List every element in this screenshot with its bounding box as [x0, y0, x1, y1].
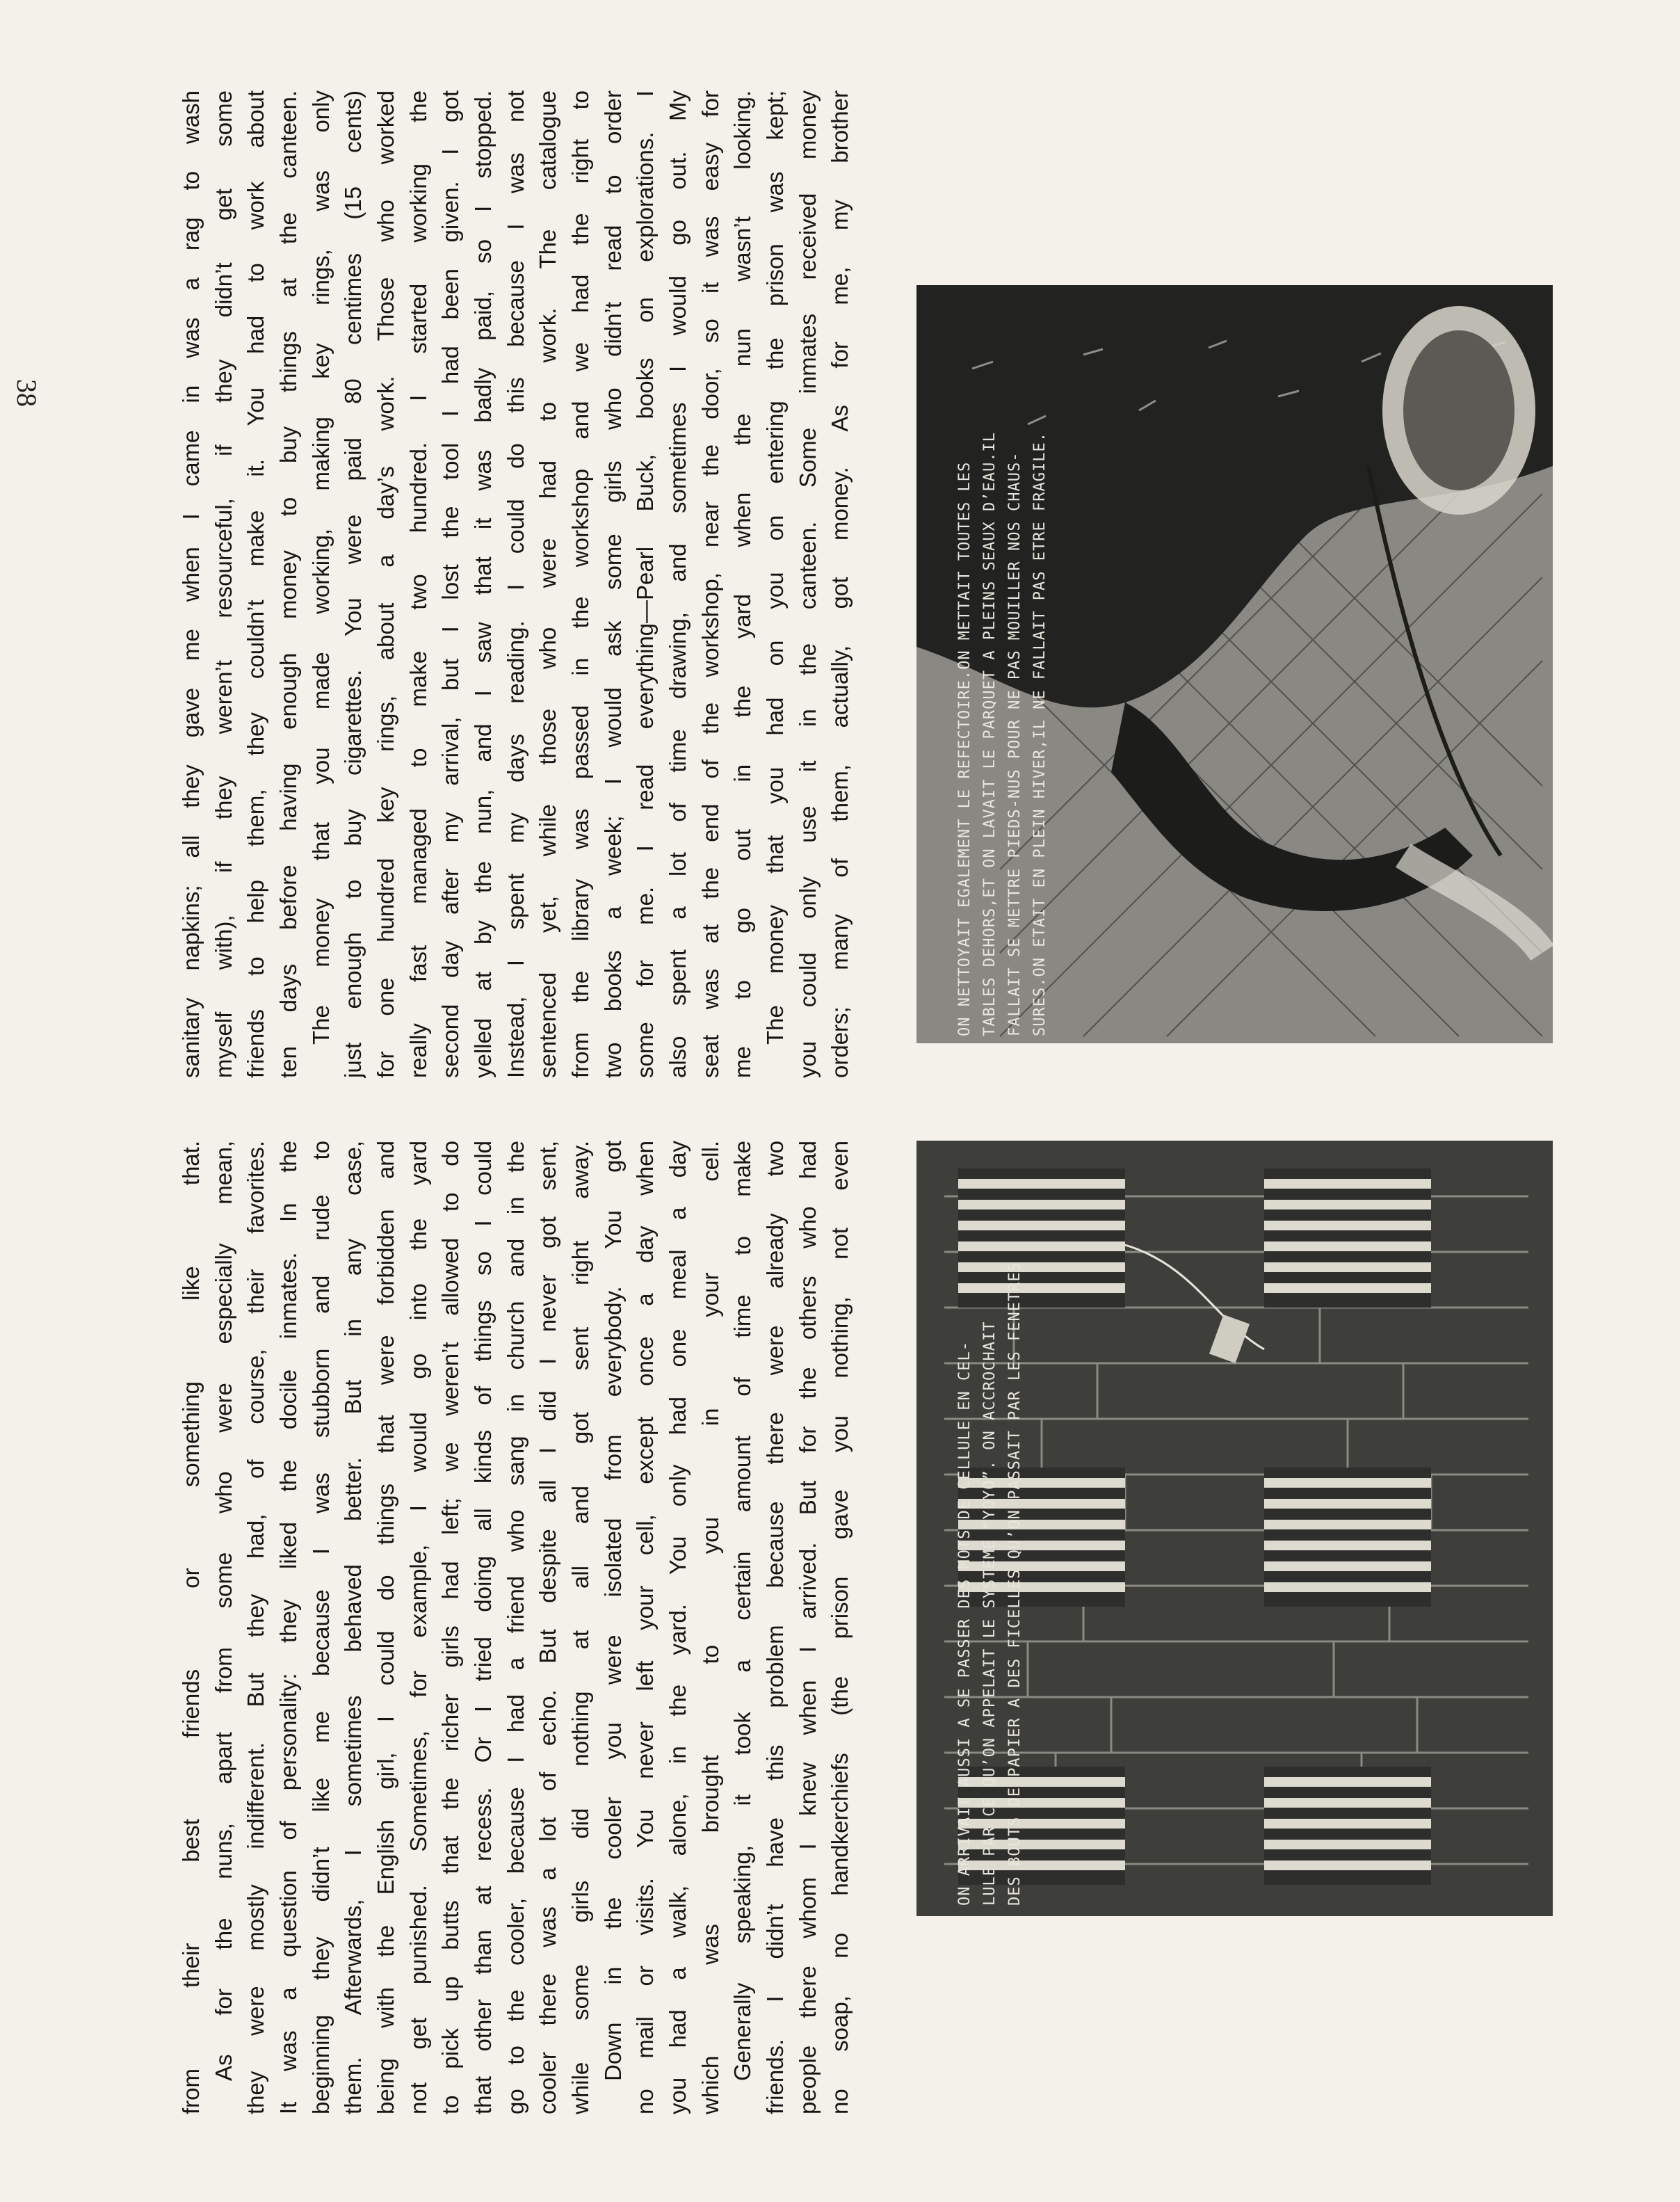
caption-right-print	[953, 432, 1053, 1036]
text-line: just enough to buy cigarettes. You were paid 80 centimes (15 cents)	[340, 90, 366, 1078]
page-number: 38	[11, 379, 42, 407]
text-line: which was brought to you in your cell.	[697, 1141, 723, 2114]
text-line: second day after my arrival, but I lost the tool I had been given. I got	[437, 90, 464, 1078]
text-line: no mail or visits. You never left your cell, except once a day when	[632, 1141, 659, 2114]
text-line: you had a walk, alone, in the yard. You only had one meal a day	[665, 1141, 691, 2114]
text-line: myself with), if they weren’t resourceful, if they didn’t get some	[210, 90, 236, 1078]
caption-line: ON ARRIVAIT AUSSI A SE PASSER DES MOTS DE CELLULE EN CEL-	[956, 1341, 974, 1906]
text-line: Down in the cooler you were isolated from everybody. You got	[599, 1141, 626, 2081]
text-line: seat was at the end of the workshop, near the door, so it was easy for	[697, 90, 723, 1078]
text-line: beginning they didn’t like me because I was stubborn and rude to	[307, 1141, 334, 2114]
text-line: people there whom I knew when I arrived. But for the others who had	[794, 1141, 821, 2114]
text-line: The money that you made working, making key rings, was only	[307, 90, 334, 1045]
text-line: them. Afterwards, I sometimes behaved better. But in any case,	[340, 1141, 366, 2114]
text-line: that other than at recess. Or I tried doing all kinds of things so I could	[470, 1141, 496, 2114]
text-line: The money that you had on you on entering the prison was kept;	[762, 90, 789, 1045]
text-line: sanitary napkins; all they gave me when I came in was a rag to wash	[178, 90, 204, 1078]
text-line: really fast managed to make two hundred. I started working the	[405, 90, 431, 1078]
caption-line: ON NETTOYAIT EGALEMENT LE REFECTOIRE.ON METTAIT TOUTES LES	[956, 461, 974, 1036]
text-line: being with the English girl, I could do things that were forbidden and	[373, 1141, 399, 2114]
text-line: from their best friends or something like that.	[178, 1141, 204, 2114]
text-line: ten days before having enough money to buy things at the canteen.	[275, 90, 302, 1078]
text-line: not get punished. Sometimes, for example, I would go into the yard	[405, 1141, 431, 2114]
text-line: go to the cooler, because I had a friend who sang in church and in the	[502, 1141, 528, 2114]
caption-line: DES BOUTS DE PAPIER A DES FICELLES QU’ON PASSAIT PAR LES FENETRES	[1006, 1262, 1024, 1906]
text-line: from the library was passed in the workshop and we had the right to	[567, 90, 594, 1078]
caption-left-print	[953, 1262, 1028, 1906]
text-line: some for me. I read everything—Pearl Buck, books on explorations. I	[632, 90, 659, 1078]
text-line: no soap, no handkerchiefs (the prison gave you nothing, not even	[827, 1141, 853, 2114]
text-line: to pick up butts that the richer girls had left; we weren’t allowed to do	[437, 1141, 464, 2114]
text-column-left	[175, 1141, 857, 2114]
text-line: they were mostly indifferent. But they had, of course, their favorites.	[243, 1141, 269, 2114]
text-line: while some girls did nothing at all and got sent right away.	[567, 1141, 594, 2114]
text-line: As for the nuns, apart from some who were especially mean,	[210, 1141, 236, 2081]
caption-line: TABLES DEHORS,ET ON LAVAIT LE PARQUET A PLEINS SEAUX D’EAU.IL	[981, 432, 999, 1036]
text-line: It was a question of personality: they liked the docile inmates. In the	[275, 1141, 302, 2114]
text-line: two books a week; I would ask some girls who didn’t read to order	[599, 90, 626, 1078]
text-line: yelled at by the nun, and I saw that it was badly paid, so I stopped.	[470, 90, 496, 1078]
caption-line: SURES.ON ETAIT EN PLEIN HIVER,IL NE FALLAIT PAS ETRE FRAGILE.	[1031, 432, 1049, 1036]
caption-line: LULE PAR CE QU’ON APPELAIT LE SYSTEME “YOYO”. ON ACCROCHAIT	[981, 1321, 999, 1906]
caption-line: FALLAIT SE METTRE PIEDS-NUS POUR NE PAS MOUILLER NOS CHAUS-	[1006, 451, 1024, 1036]
text-line: orders; many of them, actually, got money. As for me, my brother	[827, 90, 853, 1078]
text-line: cooler there was a lot of echo. But despite all I did I never got sent,	[535, 1141, 561, 2114]
text-line: Generally speaking, it took a certain amount of time to make	[729, 1141, 756, 2081]
text-line: Instead, I spent my days reading. I could do this because I was not	[502, 90, 528, 1078]
text-line: friends. I didn’t have this problem because there were already two	[762, 1141, 789, 2114]
text-line: me to go out in the yard when the nun wasn’t looking.	[729, 90, 756, 1078]
text-line: you could only use it in the canteen. Some inmates received money	[794, 90, 821, 1078]
text-column-right	[175, 90, 857, 1078]
text-line: for one hundred key rings, about a day’s work. Those who worked	[373, 90, 399, 1078]
text-line: also spent a lot of time drawing, and sometimes I would go out. My	[665, 90, 691, 1078]
text-line: friends to help them, they couldn’t make it. You had to work about	[243, 90, 269, 1078]
text-line: sentenced yet, while those who were had to work. The catalogue	[535, 90, 561, 1078]
